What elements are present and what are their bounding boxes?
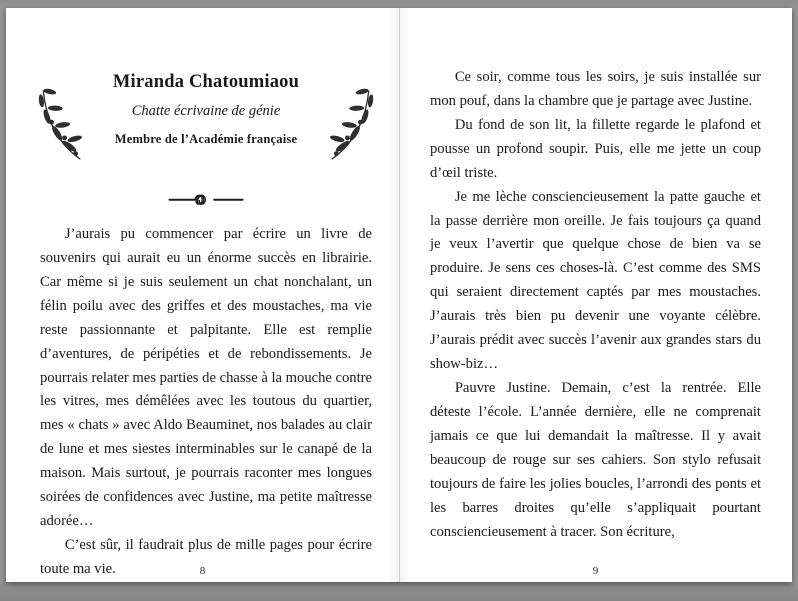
laurel-branch-right-icon [328, 84, 378, 164]
paragraph: Du fond de son lit, la fillette regarde le plafond et pousse un profond soupir. Puis, elle me jette un coup d’œil triste. [430, 116, 761, 181]
paragraph: J’aurais pu commencer par écrire un livre de souvenirs qui aurait eu un énorme succès en librairie. Car même si je suis seulement un chat nonchalant, un félin poilu avec des griffes et des moustaches, ma vie reste passionnante et palpitante. Elle est remplie d’aventures, de péripéties et de rebondissements. Je pourrais relater mes parties de chasse à la mouche contre les vitres, mes démêlées avec les toutous du quartier, mes « chats » avec Aldo Beauminet, nos balades au clair de lune et mes siestes interminables sur le canapé de la maison. Mais surtout, je pourrais raconter mes longues soirées de confidences avec Justine, ma petite maîtresse adorée… [40, 226, 372, 530]
page-number-left: 8 [199, 565, 206, 577]
author-membership: Membre de l’Académie française [114, 132, 298, 147]
paragraph: Je me lèche consciencieusement la patte gauche et la passe derrière mon oreille. Je fais toujours ça quand je veux l’avertir que quelque chose de bien va se produire. Je sens ces choses-là. C’est comme des SMS qui seraient directement captés par mes moustaches. J’aurais très bien pu devenir une voyante célèbre. J’aurais prédit avec succès l’avenir aux grandes stars du show-biz… [430, 188, 761, 373]
author-title: Miranda Chatoumiaou [112, 72, 300, 92]
page-right [399, 8, 792, 582]
paragraph: Pauvre Justine. Demain, c’est la rentrée. Elle déteste l’école. L’année dernière, elle ne comprenait jamais ce que lui demandait la maîtresse. Il y avait beaucoup de rouge sur ses cahiers. Son stylo refusait toujours de faire les jolies boucles, l’arrondi des ponts et les barres droites qu’elle s’appliquait pourtant consciencieusement à tracer. Son écriture, [430, 379, 761, 540]
paragraph: Ce soir, comme tous les soirs, je suis installée sur mon pouf, dans la chambre que je partage avec Justine. [430, 69, 761, 109]
laurel-branch-left-icon [34, 84, 84, 164]
chapter-header [40, 72, 372, 172]
page-left [6, 8, 399, 582]
paragraph: C’est sûr, il faudrait plus de mille pages pour écrire toute ma vie. [40, 536, 372, 577]
squiggle-divider-icon [40, 192, 372, 208]
page-number-right: 9 [592, 565, 599, 577]
author-subtitle: Chatte écrivaine de génie [131, 103, 281, 120]
book-spread [6, 8, 792, 582]
